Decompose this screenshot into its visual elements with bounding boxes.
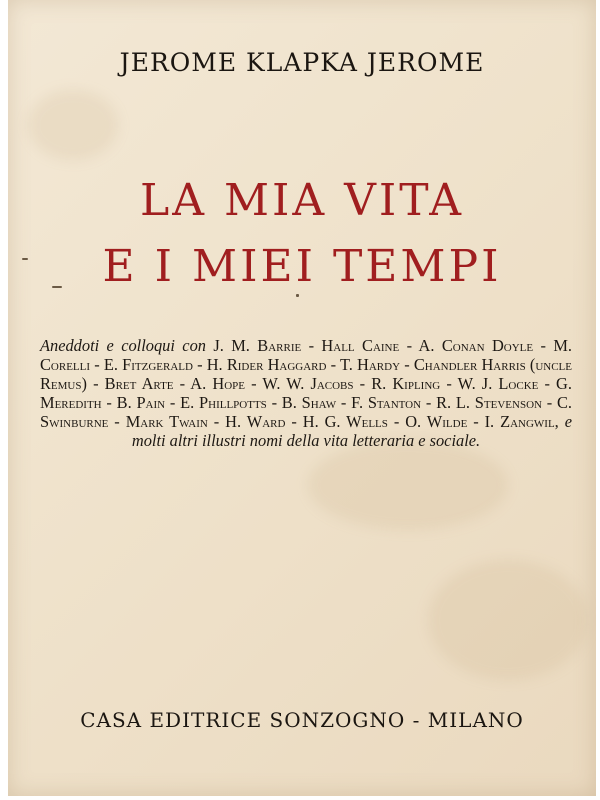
subtitle-outro: e molti altri illustri nomi della vita letteraria e sociale. <box>131 412 572 450</box>
paper-stain <box>28 90 118 160</box>
book-cover <box>8 0 596 796</box>
paper-stain <box>308 440 508 530</box>
title-line-2: E I MIEI TEMPI <box>102 241 502 292</box>
paper-stain <box>428 560 588 680</box>
publisher-imprint: CASA EDITRICE SONZOGNO - MILANO <box>80 708 524 732</box>
subtitle-contributors <box>40 336 572 450</box>
subtitle-names: J. M. Barrie - Hall Caine - A. Conan Doyle - M. Corelli - E. Fitzgerald - H. Rider Haggard - T. Hardy - Chandler Harris (uncle Remus) - Bret Arte - A. Hope - W. W. Jacobs - R. Kipling - W. J. Locke - G. Meredith - B. Pain - E. Phillpotts - B. Shaw - F. Stanton - R. L. Stevenson - C. Swinburne - Mark Twain - H. Ward - H. G. Wells - O. Wilde - I. Zangwil, <box>40 336 572 431</box>
subtitle-intro: Aneddoti e colloqui con <box>40 336 206 355</box>
author-name: JEROME KLAPKA JEROME <box>119 48 485 77</box>
book-title <box>8 168 596 300</box>
title-line-1: LA MIA VITA <box>139 175 465 226</box>
